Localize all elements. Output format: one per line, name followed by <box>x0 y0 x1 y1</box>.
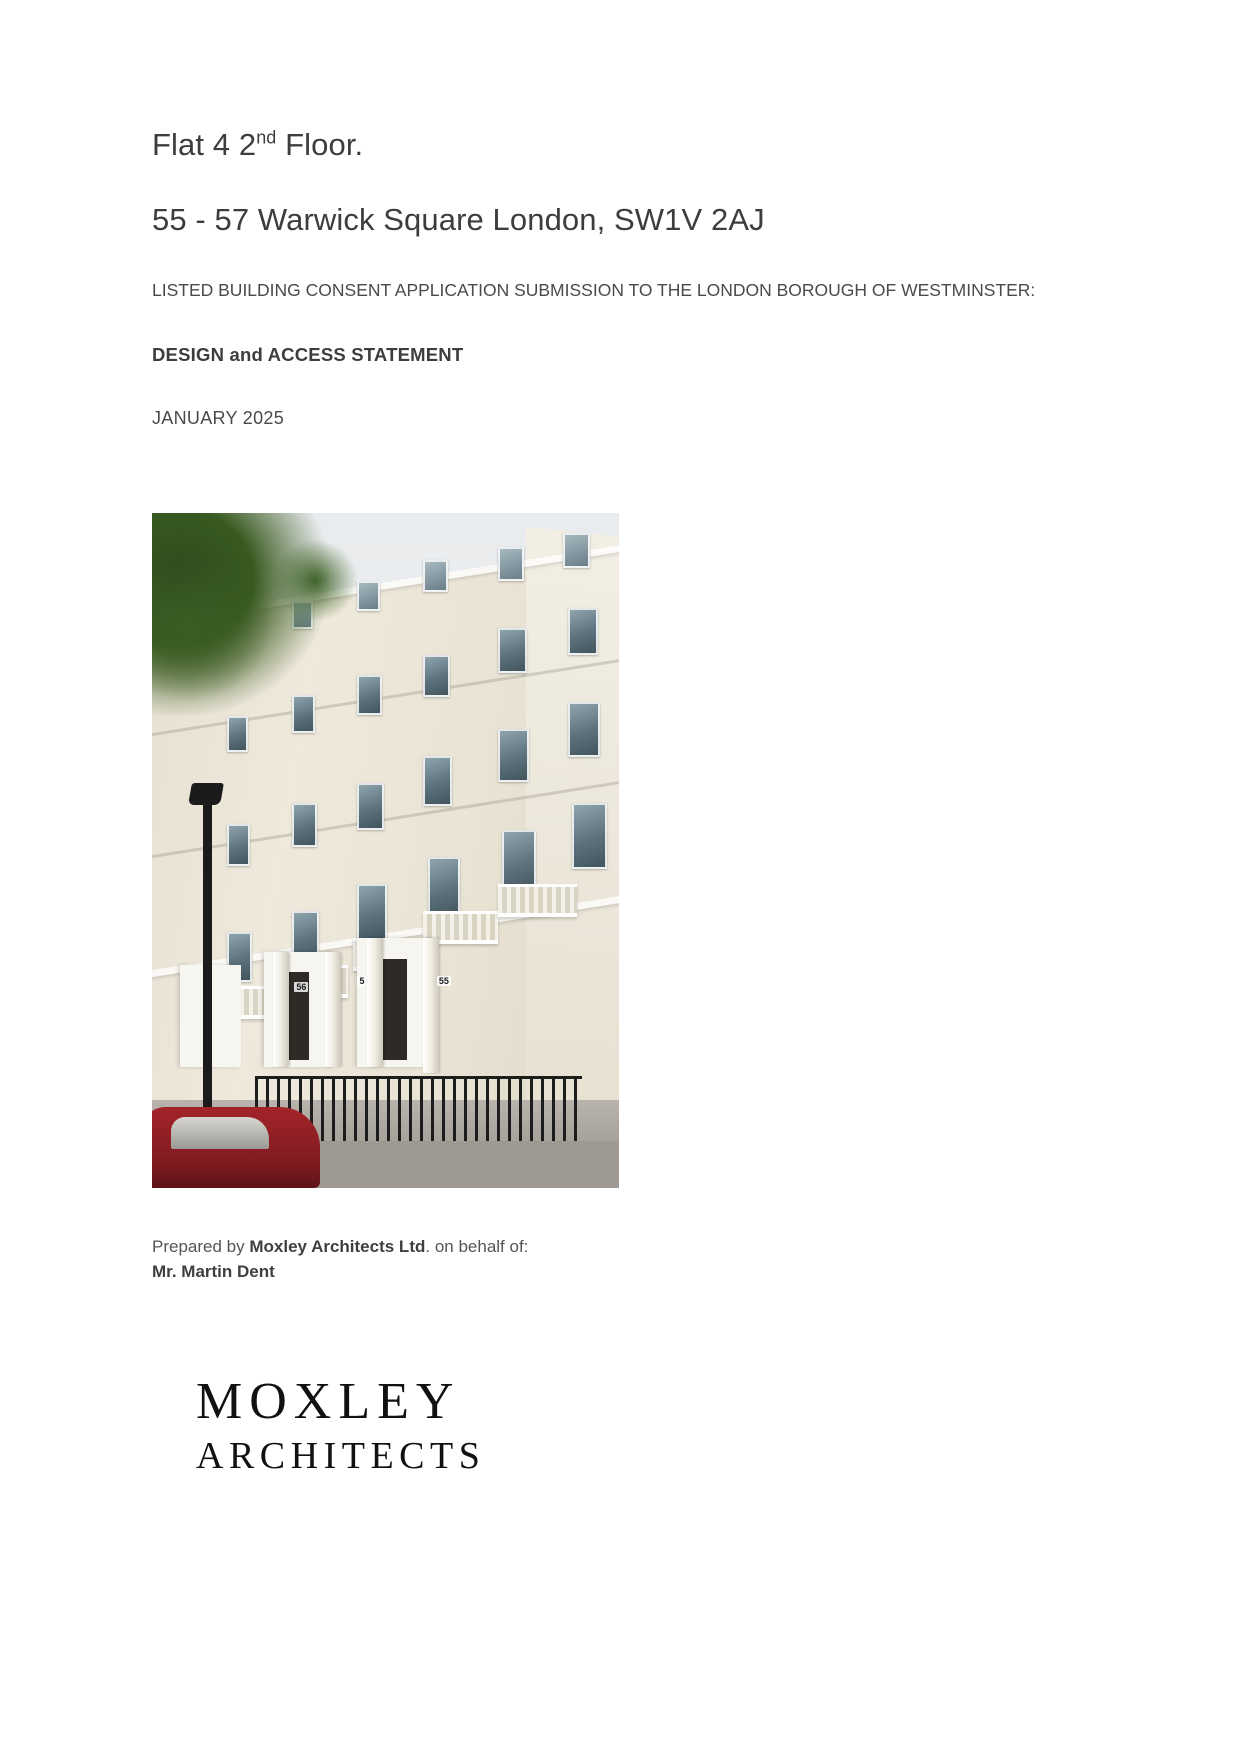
title-line1-prefix: Flat 4 2 <box>152 127 257 162</box>
window-third-5 <box>498 628 527 673</box>
moxley-architects-logo <box>196 1375 596 1479</box>
photo-canvas <box>152 513 619 1188</box>
window-attic-3 <box>423 560 448 592</box>
balcony-5 <box>498 884 577 917</box>
window-attic-4 <box>498 547 524 581</box>
window-third-3 <box>357 675 382 715</box>
tree-foliage-distant <box>273 540 357 621</box>
window-second-2 <box>292 803 317 847</box>
logo-wordmark: MOXLEY <box>196 1373 461 1430</box>
window-first-6 <box>572 803 607 869</box>
house-number-55: 55 <box>438 975 449 986</box>
car-windscreen <box>171 1117 269 1149</box>
window-second-6 <box>568 702 600 757</box>
portico-column-4 <box>325 952 341 1067</box>
window-attic-2 <box>357 581 380 611</box>
window-third-1 <box>227 716 248 752</box>
client-name <box>152 1260 852 1285</box>
portico-column-2 <box>423 938 439 1073</box>
building-photograph <box>152 513 619 1188</box>
tree-foliage-secondary <box>152 554 273 703</box>
prepared-by-suffix: . on behalf of: <box>425 1237 529 1256</box>
street-lamp-post <box>203 797 212 1135</box>
page-title-line-1 <box>152 128 1092 162</box>
window-third-4 <box>423 655 450 697</box>
title-block <box>152 128 1092 429</box>
prepared-by-firm: Moxley Architects Ltd <box>249 1237 426 1256</box>
statement-heading: DESIGN and ACCESS STATEMENT <box>152 344 464 366</box>
doorway-55 <box>381 959 407 1060</box>
prepared-by-block <box>152 1235 852 1284</box>
window-attic-5 <box>563 533 590 568</box>
window-second-1 <box>227 824 250 866</box>
window-first-3 <box>357 884 387 941</box>
application-subtitle: LISTED BUILDING CONSENT APPLICATION SUBMISSION TO THE LONDON BOROUGH OF WESTMINSTER: <box>152 279 1036 300</box>
house-number-5: 5 <box>359 975 365 986</box>
house-number-56: 56 <box>296 982 307 993</box>
window-second-5 <box>498 729 529 782</box>
document-date: JANUARY 2025 <box>152 408 285 429</box>
prepared-by-line <box>152 1235 852 1260</box>
prepared-by-prefix: Prepared by <box>152 1237 250 1256</box>
window-third-6 <box>568 608 598 655</box>
title-line1-suffix: Floor. <box>276 127 364 162</box>
client-name-text: Mr. Martin Dent <box>152 1261 275 1281</box>
street-lamp-head <box>188 783 224 805</box>
title-line1-superscript: nd <box>256 127 277 148</box>
parked-car <box>152 1107 320 1188</box>
logo-subwordmark: ARCHITECTS <box>196 1434 486 1477</box>
window-second-3 <box>357 783 384 830</box>
portico-column-3 <box>273 952 289 1067</box>
page-title-line-2: 55 - 57 Warwick Square London, SW1V 2AJ <box>152 202 765 238</box>
window-first-4 <box>428 857 460 918</box>
portico-column-1 <box>367 938 383 1066</box>
window-second-4 <box>423 756 452 806</box>
